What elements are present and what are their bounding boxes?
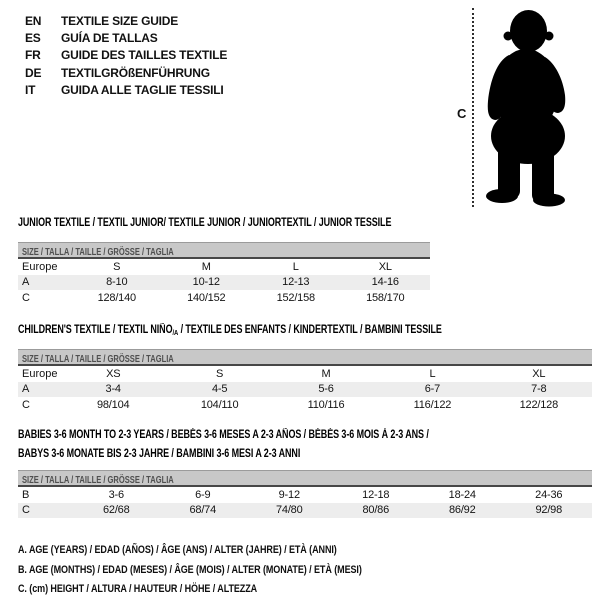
footnote-text: C. (cm) HEIGHT / ALTURA / HAUTEUR / HÖHE / ALTEZZA <box>18 583 258 595</box>
language-title: GUÍA DE TALLAS <box>61 31 158 46</box>
language-row <box>25 65 227 82</box>
row-label: Europe <box>22 260 58 273</box>
table-cell: 6-7 <box>424 383 441 396</box>
row-label: Europe <box>22 367 58 380</box>
height-measure-label: C <box>457 106 467 121</box>
table-cell: 68/74 <box>189 504 217 517</box>
table-cell: 14-16 <box>371 276 399 289</box>
row-label: A <box>22 276 30 289</box>
size-header-bar <box>18 349 592 366</box>
table-cell: 18-24 <box>448 488 476 501</box>
table-cell: 92/98 <box>535 504 563 517</box>
table-cell: S <box>113 260 121 273</box>
table-title-line <box>18 322 592 339</box>
language-title: TEXTILE SIZE GUIDE <box>61 14 179 28</box>
table-title-text <box>18 217 391 230</box>
row-label: B <box>22 488 30 501</box>
footnote-line <box>18 579 437 599</box>
table-cell: XS <box>106 367 121 380</box>
table-cell: 4-5 <box>211 383 228 396</box>
table-cell: 8-10 <box>106 276 128 289</box>
table-cell: 110/116 <box>307 398 345 411</box>
title-segment: / TEXTILE DES ENFANTS / KINDERTEXTIL / BAMBINI TESSILE <box>178 324 442 336</box>
table-cell: 62/68 <box>102 504 130 517</box>
row-label: C <box>22 504 30 517</box>
table-cell: 116/122 <box>413 398 452 411</box>
table-cell: 24-36 <box>535 488 563 501</box>
table-title <box>18 425 592 463</box>
table-cell: 98/104 <box>96 398 130 411</box>
language-title: TEXTILGRÖßENFÜHRUNG <box>61 65 210 80</box>
table-title-text <box>18 427 429 444</box>
language-title: GUIDA ALLE TAGLIE TESSILI <box>61 82 224 97</box>
footnote-text: A. AGE (YEARS) / EDAD (AÑOS) / ÂGE (ANS) / ALTER (JAHRE) / ETÀ (ANNI) <box>18 544 337 556</box>
language-title-list <box>25 13 227 99</box>
size-header-bar <box>18 242 430 259</box>
table-row <box>18 275 430 291</box>
language-row <box>25 30 227 47</box>
table-row <box>18 290 430 306</box>
table-cell: 12-18 <box>362 488 390 501</box>
size-header-text: SIZE / TALLA / TAILLE / GRÖSSE / TAGLIA <box>22 353 174 365</box>
table-cell: L <box>292 260 299 273</box>
row-label: C <box>22 291 30 304</box>
language-title: GUIDE DES TAILLES TEXTILE <box>61 48 228 63</box>
table-cell: 7-8 <box>531 383 547 396</box>
language-code: FR <box>25 48 41 63</box>
height-measure-dotted-line <box>472 8 474 207</box>
size-table-block <box>18 215 430 306</box>
language-code: EN <box>25 14 42 28</box>
language-code: IT <box>25 82 36 97</box>
table-cell: M <box>321 367 331 380</box>
table-cell: 104/110 <box>200 398 239 411</box>
table-cell: 80/86 <box>362 504 390 517</box>
table-cell: 74/80 <box>275 504 303 517</box>
table-cell: XL <box>378 260 392 273</box>
table-row <box>18 503 592 519</box>
table-cell: L <box>429 367 436 380</box>
table-row <box>18 397 592 413</box>
footnotes <box>18 540 437 599</box>
size-header-text: SIZE / TALLA / TAILLE / GRÖSSE / TAGLIA <box>22 246 174 258</box>
table-title-line <box>18 444 592 463</box>
row-label: C <box>22 398 30 411</box>
table-cell: 86/92 <box>448 504 476 517</box>
table-row <box>18 259 430 275</box>
table-cell: 152/158 <box>276 291 315 304</box>
size-header-bar <box>18 470 592 487</box>
row-label: A <box>22 383 30 396</box>
table-row <box>18 487 592 503</box>
title-segment: BABIES 3-6 MONTH TO 2-3 YEARS / BEBÉS 3-6 MESES A 2-3 AÑOS / BÉBÉS 3-6 MOIS À 2-3 ANS / <box>18 429 429 441</box>
table-cell: 9-12 <box>278 488 300 501</box>
title-segment: /A <box>172 328 179 337</box>
table-title <box>18 215 430 230</box>
table-cell: 3-4 <box>105 383 121 396</box>
table-cell: 122/128 <box>519 398 559 411</box>
table-cell: 6-9 <box>195 488 211 501</box>
table-cell: XL <box>532 367 546 380</box>
title-segment: JUNIOR TEXTILE / TEXTIL JUNIOR/ TEXTILE JUNIOR / JUNIORTEXTIL / JUNIOR TESSILE <box>18 217 392 229</box>
size-table-block <box>18 322 592 413</box>
footnote-text: B. AGE (MONTHS) / EDAD (MESES) / ÂGE (MOIS) / ALTER (MONATE) / ETÀ (MESI) <box>18 563 362 576</box>
footnote-line <box>18 560 437 580</box>
language-code: DE <box>25 65 42 80</box>
title-segment: CHILDREN'S TEXTILE / TEXTIL NIÑO <box>18 324 173 336</box>
baby-silhouette-icon <box>485 3 598 210</box>
language-row <box>25 82 227 99</box>
table-row <box>18 366 592 382</box>
table-row <box>18 382 592 398</box>
table-cell: 3-6 <box>108 488 124 501</box>
table-cell: 12-13 <box>282 276 310 289</box>
table-cell: 10-12 <box>192 276 220 289</box>
table-title-line <box>18 215 430 230</box>
size-table-block <box>18 425 592 518</box>
table-cell: 128/140 <box>97 291 136 304</box>
title-segment: BABYS 3-6 MONATE BIS 2-3 JAHRE / BAMBINI 3-6 MESI A 2-3 ANNI <box>18 448 301 460</box>
table-title-line <box>18 425 592 444</box>
size-header-text: SIZE / TALLA / TAILLE / GRÖSSE / TAGLIA <box>22 474 174 486</box>
table-cell: S <box>216 367 224 380</box>
table-title-text <box>18 446 300 463</box>
footnote-line <box>18 540 437 560</box>
table-title-text <box>18 324 442 339</box>
language-row <box>25 13 227 30</box>
language-code: ES <box>25 31 41 46</box>
table-cell: M <box>201 260 211 273</box>
table-cell: 5-6 <box>318 383 334 396</box>
table-title <box>18 322 592 339</box>
table-cell: 158/170 <box>366 291 405 304</box>
table-cell: 140/152 <box>187 291 226 304</box>
language-row <box>25 47 227 64</box>
